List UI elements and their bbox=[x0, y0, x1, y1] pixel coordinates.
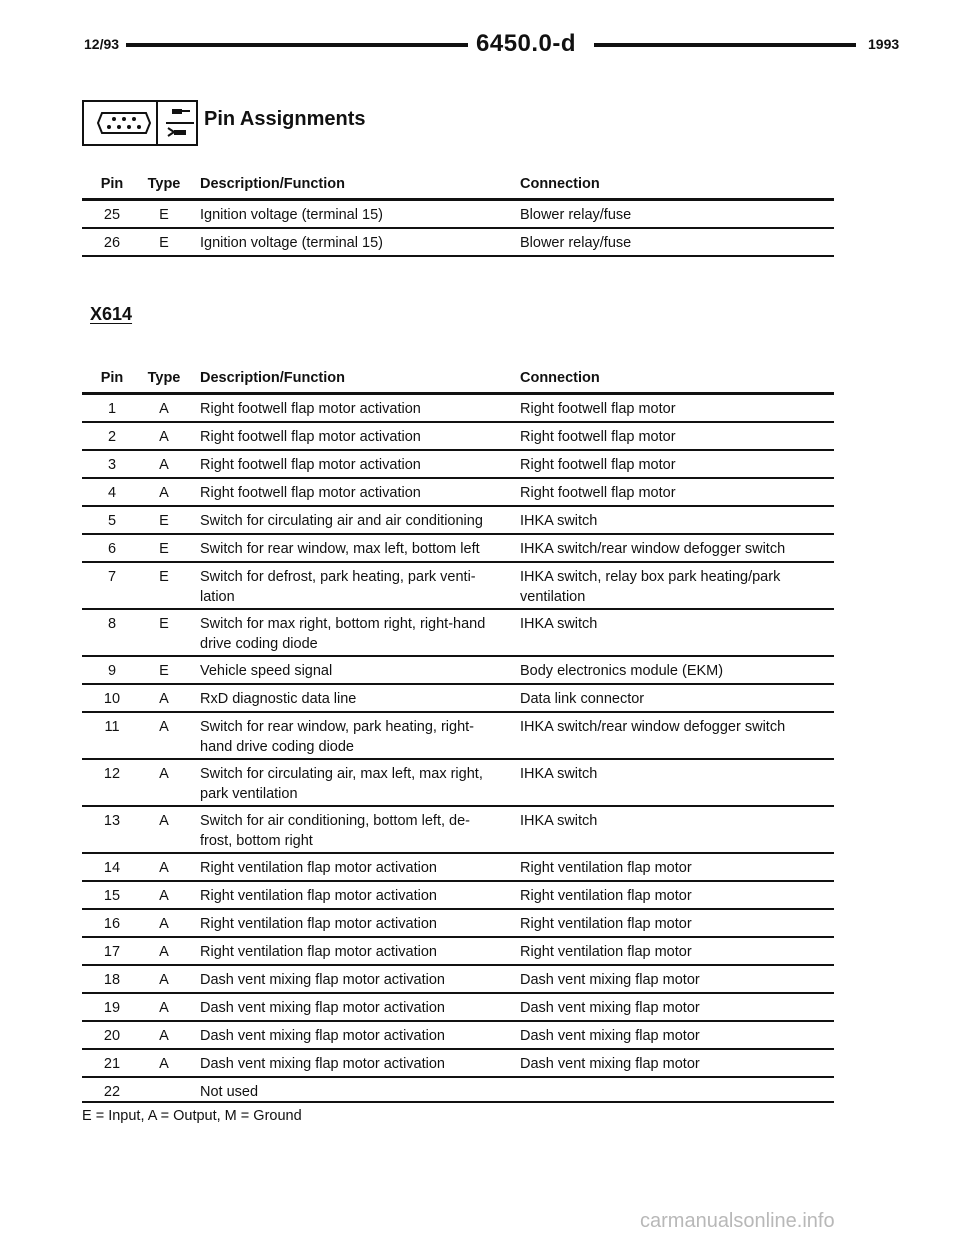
table-header bbox=[82, 176, 834, 198]
description-cell-line-1: Switch for max right, bottom right, right-hand bbox=[200, 616, 486, 632]
pin-cell: 9 bbox=[107, 663, 117, 679]
table-row bbox=[82, 451, 834, 479]
pin-cell: 17 bbox=[103, 944, 121, 960]
description-cell-line-2: hand drive coding diode bbox=[200, 739, 354, 755]
connection-cell: Dash vent mixing flap motor bbox=[520, 1028, 700, 1044]
pin-table-1 bbox=[82, 176, 834, 257]
type-cell: A bbox=[159, 1056, 169, 1072]
connection-cell: Data link connector bbox=[520, 691, 645, 707]
description-cell: Ignition voltage (terminal 15) bbox=[200, 235, 383, 251]
description-cell: Dash vent mixing flap motor activation bbox=[200, 1000, 445, 1016]
type-cell: E bbox=[159, 513, 169, 529]
description-cell-line-1: Switch for circulating air, max left, max right, bbox=[200, 766, 483, 782]
table-row bbox=[82, 535, 834, 563]
table-row bbox=[82, 395, 834, 423]
description-cell-line-1: Switch for defrost, park heating, park venti- bbox=[200, 569, 476, 585]
description-cell bbox=[200, 764, 510, 804]
type-cell: E bbox=[159, 235, 169, 251]
table-body bbox=[82, 395, 834, 1103]
pin-cell: 11 bbox=[104, 719, 120, 735]
table-row bbox=[82, 882, 834, 910]
description-cell: Dash vent mixing flap motor activation bbox=[200, 1056, 445, 1072]
type-cell: E bbox=[159, 616, 169, 632]
connection-cell: Right ventilation flap motor bbox=[520, 916, 692, 932]
type-cell: A bbox=[159, 813, 169, 829]
connection-cell: IHKA switch/rear window defogger switch bbox=[520, 719, 786, 735]
description-cell: RxD diagnostic data line bbox=[200, 691, 357, 707]
table-row bbox=[82, 657, 834, 685]
pin-cell: 6 bbox=[107, 541, 117, 557]
pin-cell: 15 bbox=[103, 888, 121, 904]
connection-cell: Dash vent mixing flap motor bbox=[520, 1056, 700, 1072]
pin-cell: 21 bbox=[103, 1056, 121, 1072]
type-cell: A bbox=[159, 944, 169, 960]
table-body bbox=[82, 201, 834, 257]
column-header-pin: Pin bbox=[100, 176, 124, 192]
table-row bbox=[82, 760, 834, 807]
connection-cell: Blower relay/fuse bbox=[520, 235, 632, 251]
header-year: 1993 bbox=[868, 36, 900, 52]
column-header-description: Description/Function bbox=[200, 370, 345, 386]
type-legend: E = Input, A = Output, M = Ground bbox=[82, 1108, 302, 1124]
pin-cell: 16 bbox=[103, 916, 121, 932]
description-cell: Right footwell flap motor activation bbox=[200, 485, 421, 501]
pin-cell: 13 bbox=[103, 813, 121, 829]
description-cell: Right footwell flap motor activation bbox=[200, 429, 421, 445]
table-row bbox=[82, 423, 834, 451]
connection-cell bbox=[520, 567, 830, 607]
pin-cell: 5 bbox=[107, 513, 117, 529]
description-cell: Right footwell flap motor activation bbox=[200, 401, 421, 417]
connection-cell-line-1: IHKA switch, relay box park heating/park bbox=[520, 569, 781, 585]
table-row bbox=[82, 938, 834, 966]
connection-cell: Right ventilation flap motor bbox=[520, 860, 692, 876]
connection-cell: IHKA switch/rear window defogger switch bbox=[520, 541, 786, 557]
type-cell: E bbox=[159, 541, 169, 557]
pin-assignment-icon bbox=[166, 106, 194, 142]
column-header-connection: Connection bbox=[520, 176, 600, 192]
table-row bbox=[82, 1050, 834, 1078]
pin-cell: 8 bbox=[107, 616, 117, 632]
type-cell: A bbox=[159, 766, 169, 782]
type-cell: A bbox=[159, 719, 169, 735]
description-cell: Right ventilation flap motor activation bbox=[200, 888, 437, 904]
table-row bbox=[82, 685, 834, 713]
type-cell: E bbox=[159, 569, 169, 585]
pin-cell: 22 bbox=[103, 1084, 121, 1100]
description-cell-line-2: lation bbox=[200, 589, 235, 605]
type-cell: A bbox=[159, 485, 169, 501]
type-cell: A bbox=[159, 1028, 169, 1044]
table-row bbox=[82, 910, 834, 938]
table-row bbox=[82, 854, 834, 882]
description-cell: Vehicle speed signal bbox=[200, 663, 333, 679]
column-header-type: Type bbox=[147, 370, 181, 386]
description-cell-line-1: Switch for rear window, park heating, right- bbox=[200, 719, 475, 735]
table-row bbox=[82, 201, 834, 229]
pin-cell: 4 bbox=[107, 485, 117, 501]
connection-cell: IHKA switch bbox=[520, 513, 598, 529]
pin-cell: 12 bbox=[103, 766, 121, 782]
connection-cell: Body electronics module (EKM) bbox=[520, 663, 724, 679]
connection-cell: Right footwell flap motor bbox=[520, 457, 676, 473]
connection-cell: IHKA switch bbox=[520, 813, 598, 829]
connection-cell: Blower relay/fuse bbox=[520, 207, 632, 223]
table-row bbox=[82, 610, 834, 657]
pin-cell: 25 bbox=[103, 207, 121, 223]
header-rule-right bbox=[594, 43, 856, 47]
type-cell: A bbox=[159, 972, 169, 988]
column-header-pin: Pin bbox=[100, 370, 124, 386]
table-row bbox=[82, 229, 834, 257]
table-row bbox=[82, 966, 834, 994]
type-cell: A bbox=[159, 860, 169, 876]
table-row bbox=[82, 1078, 834, 1103]
watermark: carmanualsonline.info bbox=[640, 1210, 835, 1232]
description-cell: Dash vent mixing flap motor activation bbox=[200, 972, 445, 988]
pin-cell: 7 bbox=[107, 569, 117, 585]
description-cell-line-2: frost, bottom right bbox=[200, 833, 313, 849]
pin-cell: 2 bbox=[107, 429, 117, 445]
document-number: 6450.0-d bbox=[476, 30, 577, 57]
description-cell: Right ventilation flap motor activation bbox=[200, 916, 437, 932]
connection-cell: Dash vent mixing flap motor bbox=[520, 1000, 700, 1016]
connection-cell: Right footwell flap motor bbox=[520, 485, 676, 501]
table-row bbox=[82, 994, 834, 1022]
description-cell bbox=[200, 567, 510, 607]
description-cell: Not used bbox=[200, 1084, 259, 1100]
description-cell: Right footwell flap motor activation bbox=[200, 457, 421, 473]
description-cell: Switch for circulating air and air conditioning bbox=[200, 513, 483, 529]
section-icon-box bbox=[82, 100, 198, 146]
type-cell: A bbox=[159, 401, 169, 417]
description-cell: Ignition voltage (terminal 15) bbox=[200, 207, 383, 223]
pin-cell: 18 bbox=[103, 972, 121, 988]
table-row bbox=[82, 713, 834, 760]
pin-cell: 3 bbox=[107, 457, 117, 473]
table-row bbox=[82, 807, 834, 854]
table-row bbox=[82, 563, 834, 610]
pin-cell: 19 bbox=[103, 1000, 121, 1016]
connector-icon bbox=[96, 110, 152, 136]
type-cell: A bbox=[159, 916, 169, 932]
description-cell bbox=[200, 811, 510, 851]
connection-cell: Right ventilation flap motor bbox=[520, 944, 692, 960]
description-cell-line-2: park ventilation bbox=[200, 786, 298, 802]
type-cell: A bbox=[159, 888, 169, 904]
header-rule-left bbox=[126, 43, 468, 47]
description-cell: Dash vent mixing flap motor activation bbox=[200, 1028, 445, 1044]
description-cell bbox=[200, 717, 510, 757]
icon-divider bbox=[156, 102, 158, 144]
description-cell bbox=[200, 614, 510, 654]
page-header bbox=[84, 28, 900, 62]
table-row bbox=[82, 507, 834, 535]
type-cell: E bbox=[159, 207, 169, 223]
description-cell: Right ventilation flap motor activation bbox=[200, 944, 437, 960]
table-row bbox=[82, 1022, 834, 1050]
pin-cell: 1 bbox=[107, 401, 117, 417]
type-cell: A bbox=[159, 691, 169, 707]
connection-cell-line-2: ventilation bbox=[520, 589, 586, 605]
pin-cell: 20 bbox=[103, 1028, 121, 1044]
type-cell: A bbox=[159, 457, 169, 473]
description-cell: Right ventilation flap motor activation bbox=[200, 860, 437, 876]
column-header-description: Description/Function bbox=[200, 176, 345, 192]
pin-cell: 10 bbox=[103, 691, 121, 707]
connection-cell: IHKA switch bbox=[520, 766, 598, 782]
connection-cell: Right footwell flap motor bbox=[520, 429, 676, 445]
connection-cell: IHKA switch bbox=[520, 616, 598, 632]
connection-cell: Right footwell flap motor bbox=[520, 401, 676, 417]
pin-cell: 14 bbox=[103, 860, 121, 876]
description-cell-line-2: drive coding diode bbox=[200, 636, 318, 652]
pin-cell: 26 bbox=[103, 235, 121, 251]
type-cell: E bbox=[159, 663, 169, 679]
header-date: 12/93 bbox=[84, 36, 120, 52]
description-cell: Switch for rear window, max left, bottom left bbox=[200, 541, 480, 557]
connector-subheading: X614 bbox=[90, 304, 133, 324]
connection-cell: Right ventilation flap motor bbox=[520, 888, 692, 904]
connection-cell: Dash vent mixing flap motor bbox=[520, 972, 700, 988]
type-cell: A bbox=[159, 1000, 169, 1016]
column-header-connection: Connection bbox=[520, 370, 600, 386]
table-row bbox=[82, 479, 834, 507]
description-cell-line-1: Switch for air conditioning, bottom left, de- bbox=[200, 813, 470, 829]
pin-table-2 bbox=[82, 370, 834, 1103]
section-title: Pin Assignments bbox=[204, 108, 366, 130]
column-header-type: Type bbox=[147, 176, 181, 192]
type-cell: A bbox=[159, 429, 169, 445]
table-header bbox=[82, 370, 834, 392]
